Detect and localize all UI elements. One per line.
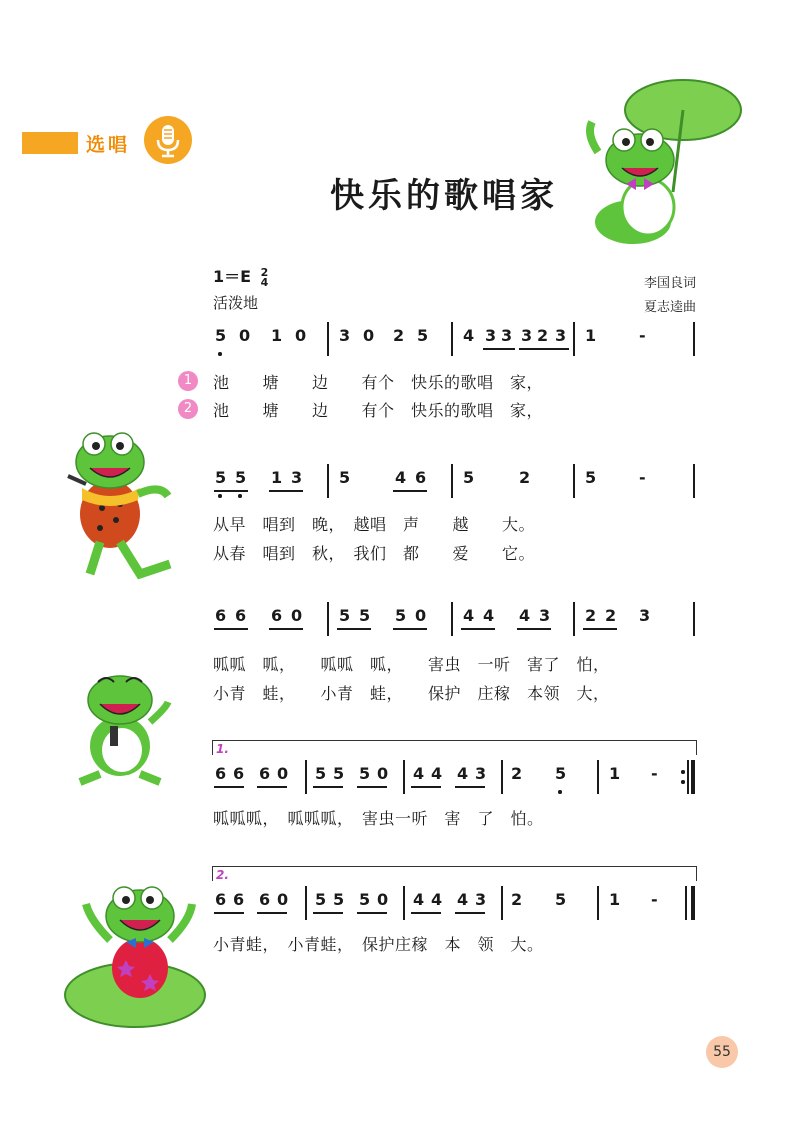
note: 5 — [215, 468, 227, 487]
note: 2 — [537, 326, 549, 345]
note: 2 — [519, 468, 531, 487]
eighth-underline — [313, 786, 343, 788]
final-bar-line — [685, 886, 687, 920]
note: 5 — [585, 468, 597, 487]
eighth-underline — [455, 912, 485, 914]
note: 3 — [639, 606, 651, 625]
second-ending-number: 2. — [216, 868, 229, 882]
note: 6 — [271, 606, 283, 625]
first-ending-number: 1. — [216, 742, 229, 756]
note: 3 — [539, 606, 551, 625]
note: 6 — [233, 764, 245, 783]
note: 3 — [521, 326, 533, 345]
notation-row-5 — [215, 886, 695, 920]
note: 5 — [315, 890, 327, 909]
note: 5 — [395, 606, 407, 625]
note: 5 — [333, 764, 345, 783]
eighth-underline — [455, 786, 485, 788]
lyric-line: 池 塘 边 有个 快乐的歌唱 家， — [213, 401, 544, 420]
note: 4 — [483, 606, 495, 625]
note: 1 — [609, 764, 621, 783]
bar-line — [573, 322, 575, 356]
eighth-underline — [257, 786, 287, 788]
bar-line — [573, 464, 575, 498]
note: 5 — [555, 764, 567, 783]
bar-line — [573, 602, 575, 636]
notation-row-2 — [215, 464, 695, 498]
verse-2-badge: 2 — [178, 399, 198, 419]
composer-credit: 夏志逵曲 — [643, 300, 696, 315]
lyric-line: 呱呱呱， 呱呱呱， 害虫一听 害 了 怕。 — [213, 809, 544, 828]
note: 0 — [363, 326, 375, 345]
note: 6 — [215, 764, 227, 783]
note: 4 — [463, 326, 475, 345]
eighth-underline — [269, 490, 303, 492]
note: - — [651, 764, 658, 783]
note: 3 — [475, 764, 487, 783]
note: 1 — [271, 468, 283, 487]
bar-line — [305, 886, 307, 920]
repeat-bar-thick — [691, 760, 695, 794]
note: 0 — [277, 764, 289, 783]
verse-1-badge: 1 — [178, 371, 198, 391]
note: 2 — [511, 890, 523, 909]
note: 2 — [393, 326, 405, 345]
time-signature-bottom: 4 — [260, 275, 269, 289]
note: 4 — [431, 890, 443, 909]
tempo-marking: 活泼地 — [213, 294, 259, 312]
frog-illustration — [60, 880, 210, 1030]
bar-line — [327, 602, 329, 636]
bar-line — [327, 464, 329, 498]
note: 4 — [463, 606, 475, 625]
note: 3 — [475, 890, 487, 909]
note: - — [639, 326, 646, 345]
note: 0 — [277, 890, 289, 909]
microphone-icon — [144, 116, 192, 164]
note: 4 — [457, 890, 469, 909]
eighth-underline — [214, 490, 248, 492]
section-tag-label: 选唱 — [86, 134, 131, 156]
eighth-underline — [257, 912, 287, 914]
bar-line — [451, 464, 453, 498]
note: 5 — [417, 326, 429, 345]
eighth-underline — [357, 912, 387, 914]
eighth-underline — [461, 628, 495, 630]
lyric-line: 池 塘 边 有个 快乐的歌唱 家， — [213, 373, 544, 392]
note: 0 — [239, 326, 251, 345]
note: 4 — [395, 468, 407, 487]
low-octave-dot — [218, 352, 222, 356]
key-signature: 1＝E 2 4 — [213, 265, 269, 289]
bar-line — [403, 886, 405, 920]
eighth-underline — [337, 628, 371, 630]
notation-row-4 — [215, 760, 695, 794]
time-signature-top: 2 — [260, 265, 269, 279]
lyricist-credit: 李国良词 — [643, 276, 696, 291]
note: - — [639, 468, 646, 487]
repeat-bar-line — [687, 760, 689, 794]
eighth-underline — [214, 912, 244, 914]
note: 6 — [233, 890, 245, 909]
bar-line — [693, 322, 695, 356]
note: 4 — [519, 606, 531, 625]
note: 4 — [431, 764, 443, 783]
bar-line — [451, 602, 453, 636]
eighth-underline — [517, 628, 551, 630]
note: 4 — [413, 764, 425, 783]
frog-illustration — [578, 72, 748, 252]
note: 6 — [215, 606, 227, 625]
note: 5 — [339, 468, 351, 487]
note: 2 — [585, 606, 597, 625]
note: 2 — [511, 764, 523, 783]
frog-illustration — [60, 424, 190, 584]
repeat-dot — [681, 770, 685, 774]
repeat-dot — [681, 780, 685, 784]
eighth-underline — [214, 628, 248, 630]
note: 6 — [259, 764, 271, 783]
note: 5 — [359, 606, 371, 625]
note: 1 — [271, 326, 283, 345]
final-bar-thick — [691, 886, 695, 920]
note: 5 — [215, 326, 227, 345]
eighth-underline — [313, 912, 343, 914]
note: 5 — [463, 468, 475, 487]
eighth-underline — [269, 628, 303, 630]
note: 4 — [457, 764, 469, 783]
note: 5 — [315, 764, 327, 783]
note: 0 — [415, 606, 427, 625]
eighth-underline — [519, 348, 569, 350]
note: - — [651, 890, 658, 909]
note: 0 — [295, 326, 307, 345]
lyric-line: 呱呱 呱， 呱呱 呱， 害虫 一听 害了 怕， — [213, 655, 610, 674]
bar-line — [597, 886, 599, 920]
note: 3 — [485, 326, 497, 345]
low-octave-dot — [218, 494, 222, 498]
bar-line — [327, 322, 329, 356]
eighth-underline — [214, 786, 244, 788]
lyric-line: 小青蛙， 小青蛙， 保护庄稼 本 领 大。 — [213, 935, 544, 954]
bar-line — [451, 322, 453, 356]
notation-row-3 — [215, 602, 695, 636]
bar-line — [305, 760, 307, 794]
bar-line — [597, 760, 599, 794]
song-title: 快乐的歌唱家 — [330, 176, 558, 216]
note: 3 — [555, 326, 567, 345]
note: 3 — [339, 326, 351, 345]
lyric-line: 小青 蛙， 小青 蛙， 保护 庄稼 本领 大， — [213, 684, 610, 703]
page-number: 55 — [706, 1036, 738, 1068]
first-ending-bracket — [212, 740, 697, 755]
note: 6 — [259, 890, 271, 909]
note: 0 — [291, 606, 303, 625]
note: 2 — [605, 606, 617, 625]
bar-line — [501, 760, 503, 794]
note: 5 — [555, 890, 567, 909]
note: 6 — [215, 890, 227, 909]
second-ending-bracket — [212, 866, 697, 881]
notation-row-1 — [215, 322, 695, 356]
note: 1 — [609, 890, 621, 909]
eighth-underline — [393, 628, 427, 630]
section-tag-bar — [22, 132, 78, 154]
note: 0 — [377, 764, 389, 783]
bar-line — [693, 464, 695, 498]
bar-line — [693, 602, 695, 636]
low-octave-dot — [558, 790, 562, 794]
note: 3 — [501, 326, 513, 345]
eighth-underline — [583, 628, 617, 630]
bar-line — [403, 760, 405, 794]
lyric-line: 从春 唱到 秋， 我们 都 爱 它。 — [213, 544, 536, 563]
note: 5 — [339, 606, 351, 625]
note: 5 — [333, 890, 345, 909]
eighth-underline — [411, 912, 441, 914]
frog-illustration — [70, 662, 180, 792]
note: 0 — [377, 890, 389, 909]
lyric-line: 从早 唱到 晚， 越唱 声 越 大。 — [213, 515, 536, 534]
note: 4 — [413, 890, 425, 909]
eighth-underline — [411, 786, 441, 788]
note: 6 — [235, 606, 247, 625]
note: 3 — [291, 468, 303, 487]
note: 5 — [359, 890, 371, 909]
eighth-underline — [357, 786, 387, 788]
eighth-underline — [483, 348, 515, 350]
low-octave-dot — [238, 494, 242, 498]
bar-line — [501, 886, 503, 920]
eighth-underline — [393, 490, 427, 492]
note: 1 — [585, 326, 597, 345]
note: 5 — [359, 764, 371, 783]
note: 5 — [235, 468, 247, 487]
note: 6 — [415, 468, 427, 487]
